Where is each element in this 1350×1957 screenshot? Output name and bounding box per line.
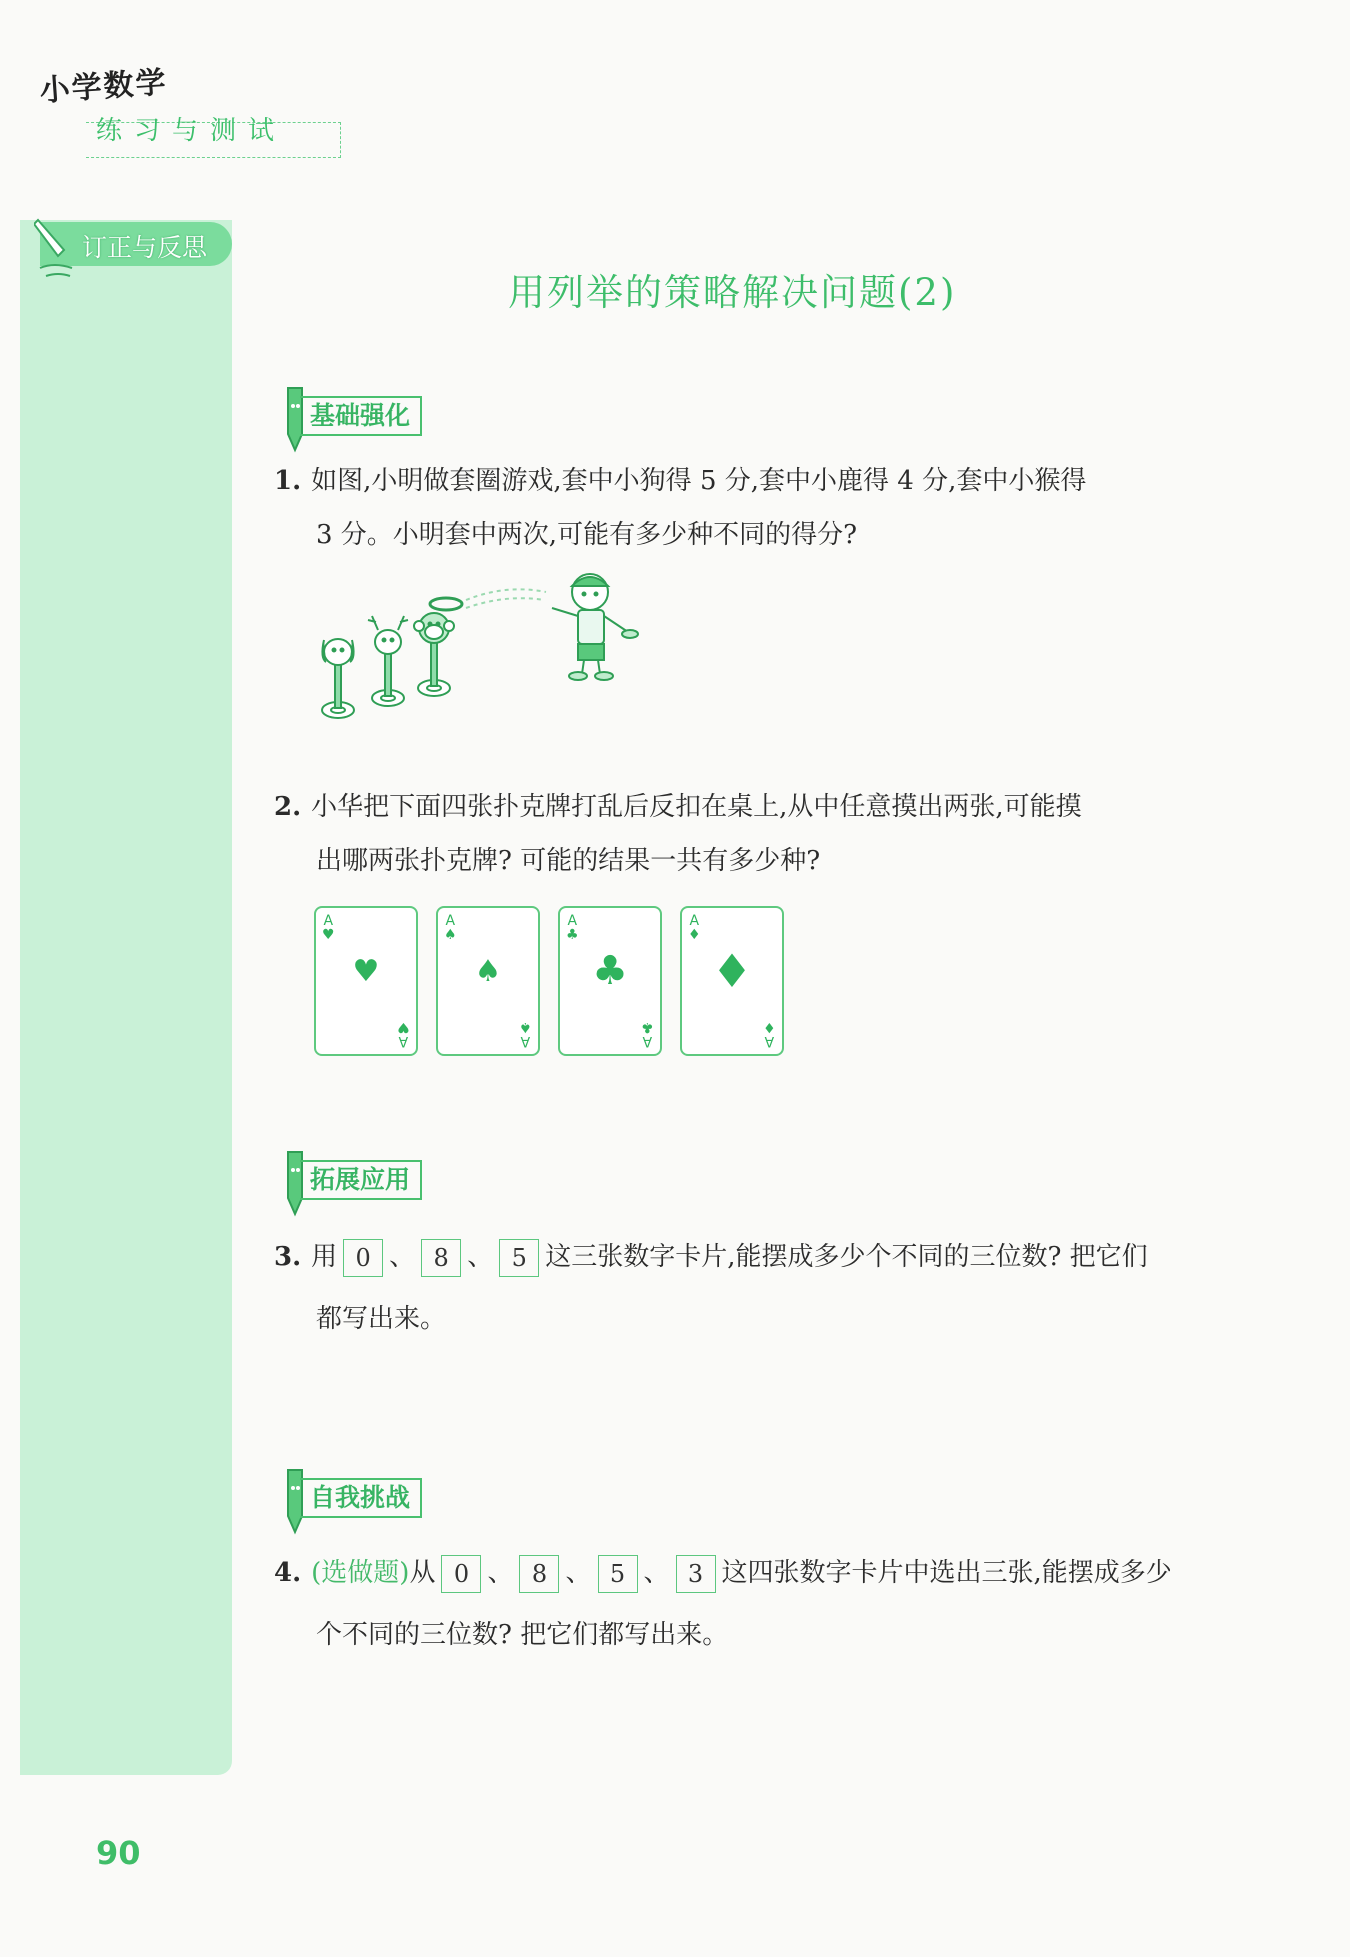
playing-card-spades	[436, 906, 540, 1056]
deer-target	[368, 616, 408, 706]
card-rank: A	[520, 1033, 531, 1049]
playing-card-clubs	[558, 906, 662, 1056]
playing-card-diamonds	[680, 906, 784, 1056]
question-3	[274, 1226, 1234, 1350]
section-label: 基础强化	[300, 396, 422, 436]
question-4	[274, 1542, 1234, 1666]
number-card: 8	[519, 1555, 559, 1593]
card-rank: A	[642, 1033, 653, 1049]
number-card: 3	[676, 1555, 716, 1593]
card-rank: A	[567, 913, 578, 929]
diamond-icon: ♦	[711, 944, 753, 998]
card-suit: ♠	[444, 927, 457, 943]
question-2	[274, 780, 1234, 888]
boy-figure	[552, 574, 638, 680]
question-number: 2.	[274, 792, 302, 822]
question-text: 出哪两张扑克牌? 可能的结果一共有多少种?	[316, 846, 821, 876]
card-rank: A	[323, 913, 334, 929]
spade-icon: ♠	[474, 954, 502, 989]
question-1	[274, 454, 1234, 562]
card-suit: ♠	[519, 1019, 532, 1035]
monkey-target	[414, 613, 454, 696]
card-suit: ♦	[688, 927, 701, 943]
sidebar-label: 订正与反思	[82, 233, 208, 262]
question-text: 这三张数字卡片,能摆成多少个不同的三位数? 把它们	[545, 1242, 1148, 1272]
number-card: 5	[598, 1555, 638, 1593]
question-number: 3.	[274, 1242, 302, 1272]
number-card: 5	[499, 1239, 539, 1277]
question-text: 用	[311, 1242, 338, 1272]
question-text: 个不同的三位数? 把它们都写出来。	[316, 1620, 729, 1650]
series-title: 小学数学	[38, 65, 169, 109]
question-text: 小华把下面四张扑克牌打乱后反扣在桌上,从中任意摸出两张,可能摸	[311, 792, 1082, 822]
question-text: 这四张数字卡片中选出三张,能摆成多少	[721, 1558, 1172, 1588]
playing-card-hearts	[314, 906, 418, 1056]
optional-tag: (选做题)	[311, 1558, 410, 1588]
correction-sidebar	[20, 220, 232, 1775]
ring	[430, 598, 462, 610]
card-suit: ♣	[641, 1019, 654, 1035]
number-card: 0	[441, 1555, 481, 1593]
page-number: 90	[96, 1834, 141, 1872]
section-label: 拓展应用	[300, 1160, 422, 1200]
question-text: 从	[409, 1558, 436, 1588]
dog-target	[322, 639, 354, 718]
number-card: 8	[421, 1239, 461, 1277]
question-text: 如图,小明做套圈游戏,套中小狗得 5 分,套中小鹿得 4 分,套中小猴得	[311, 466, 1087, 496]
pen-icon	[34, 212, 84, 282]
lesson-title: 用列举的策略解决问题(2)	[508, 271, 957, 314]
card-suit: ♥	[322, 927, 335, 943]
separator: 、	[467, 1242, 494, 1272]
card-rank: A	[689, 913, 700, 929]
question-text: 3 分。小明套中两次,可能有多少种不同的得分?	[316, 520, 858, 550]
question-number: 1.	[274, 466, 302, 496]
card-rank: A	[764, 1033, 775, 1049]
question-number: 4.	[274, 1558, 302, 1588]
separator: 、	[389, 1242, 416, 1272]
series-subtitle: 练习与测试	[96, 116, 287, 146]
card-rank: A	[398, 1033, 409, 1049]
section-label: 自我挑战	[300, 1478, 422, 1518]
question-text: 都写出来。	[316, 1304, 447, 1334]
number-card: 0	[343, 1239, 383, 1277]
separator: 、	[643, 1558, 670, 1588]
card-rank: A	[445, 913, 456, 929]
ring-toss-illustration	[316, 570, 646, 730]
club-icon: ♣	[592, 948, 628, 994]
card-suit: ♣	[566, 927, 579, 943]
card-suit: ♥	[397, 1019, 410, 1035]
heart-icon: ♥	[352, 954, 380, 989]
separator: 、	[487, 1558, 514, 1588]
separator: 、	[565, 1558, 592, 1588]
card-suit: ♦	[763, 1019, 776, 1035]
